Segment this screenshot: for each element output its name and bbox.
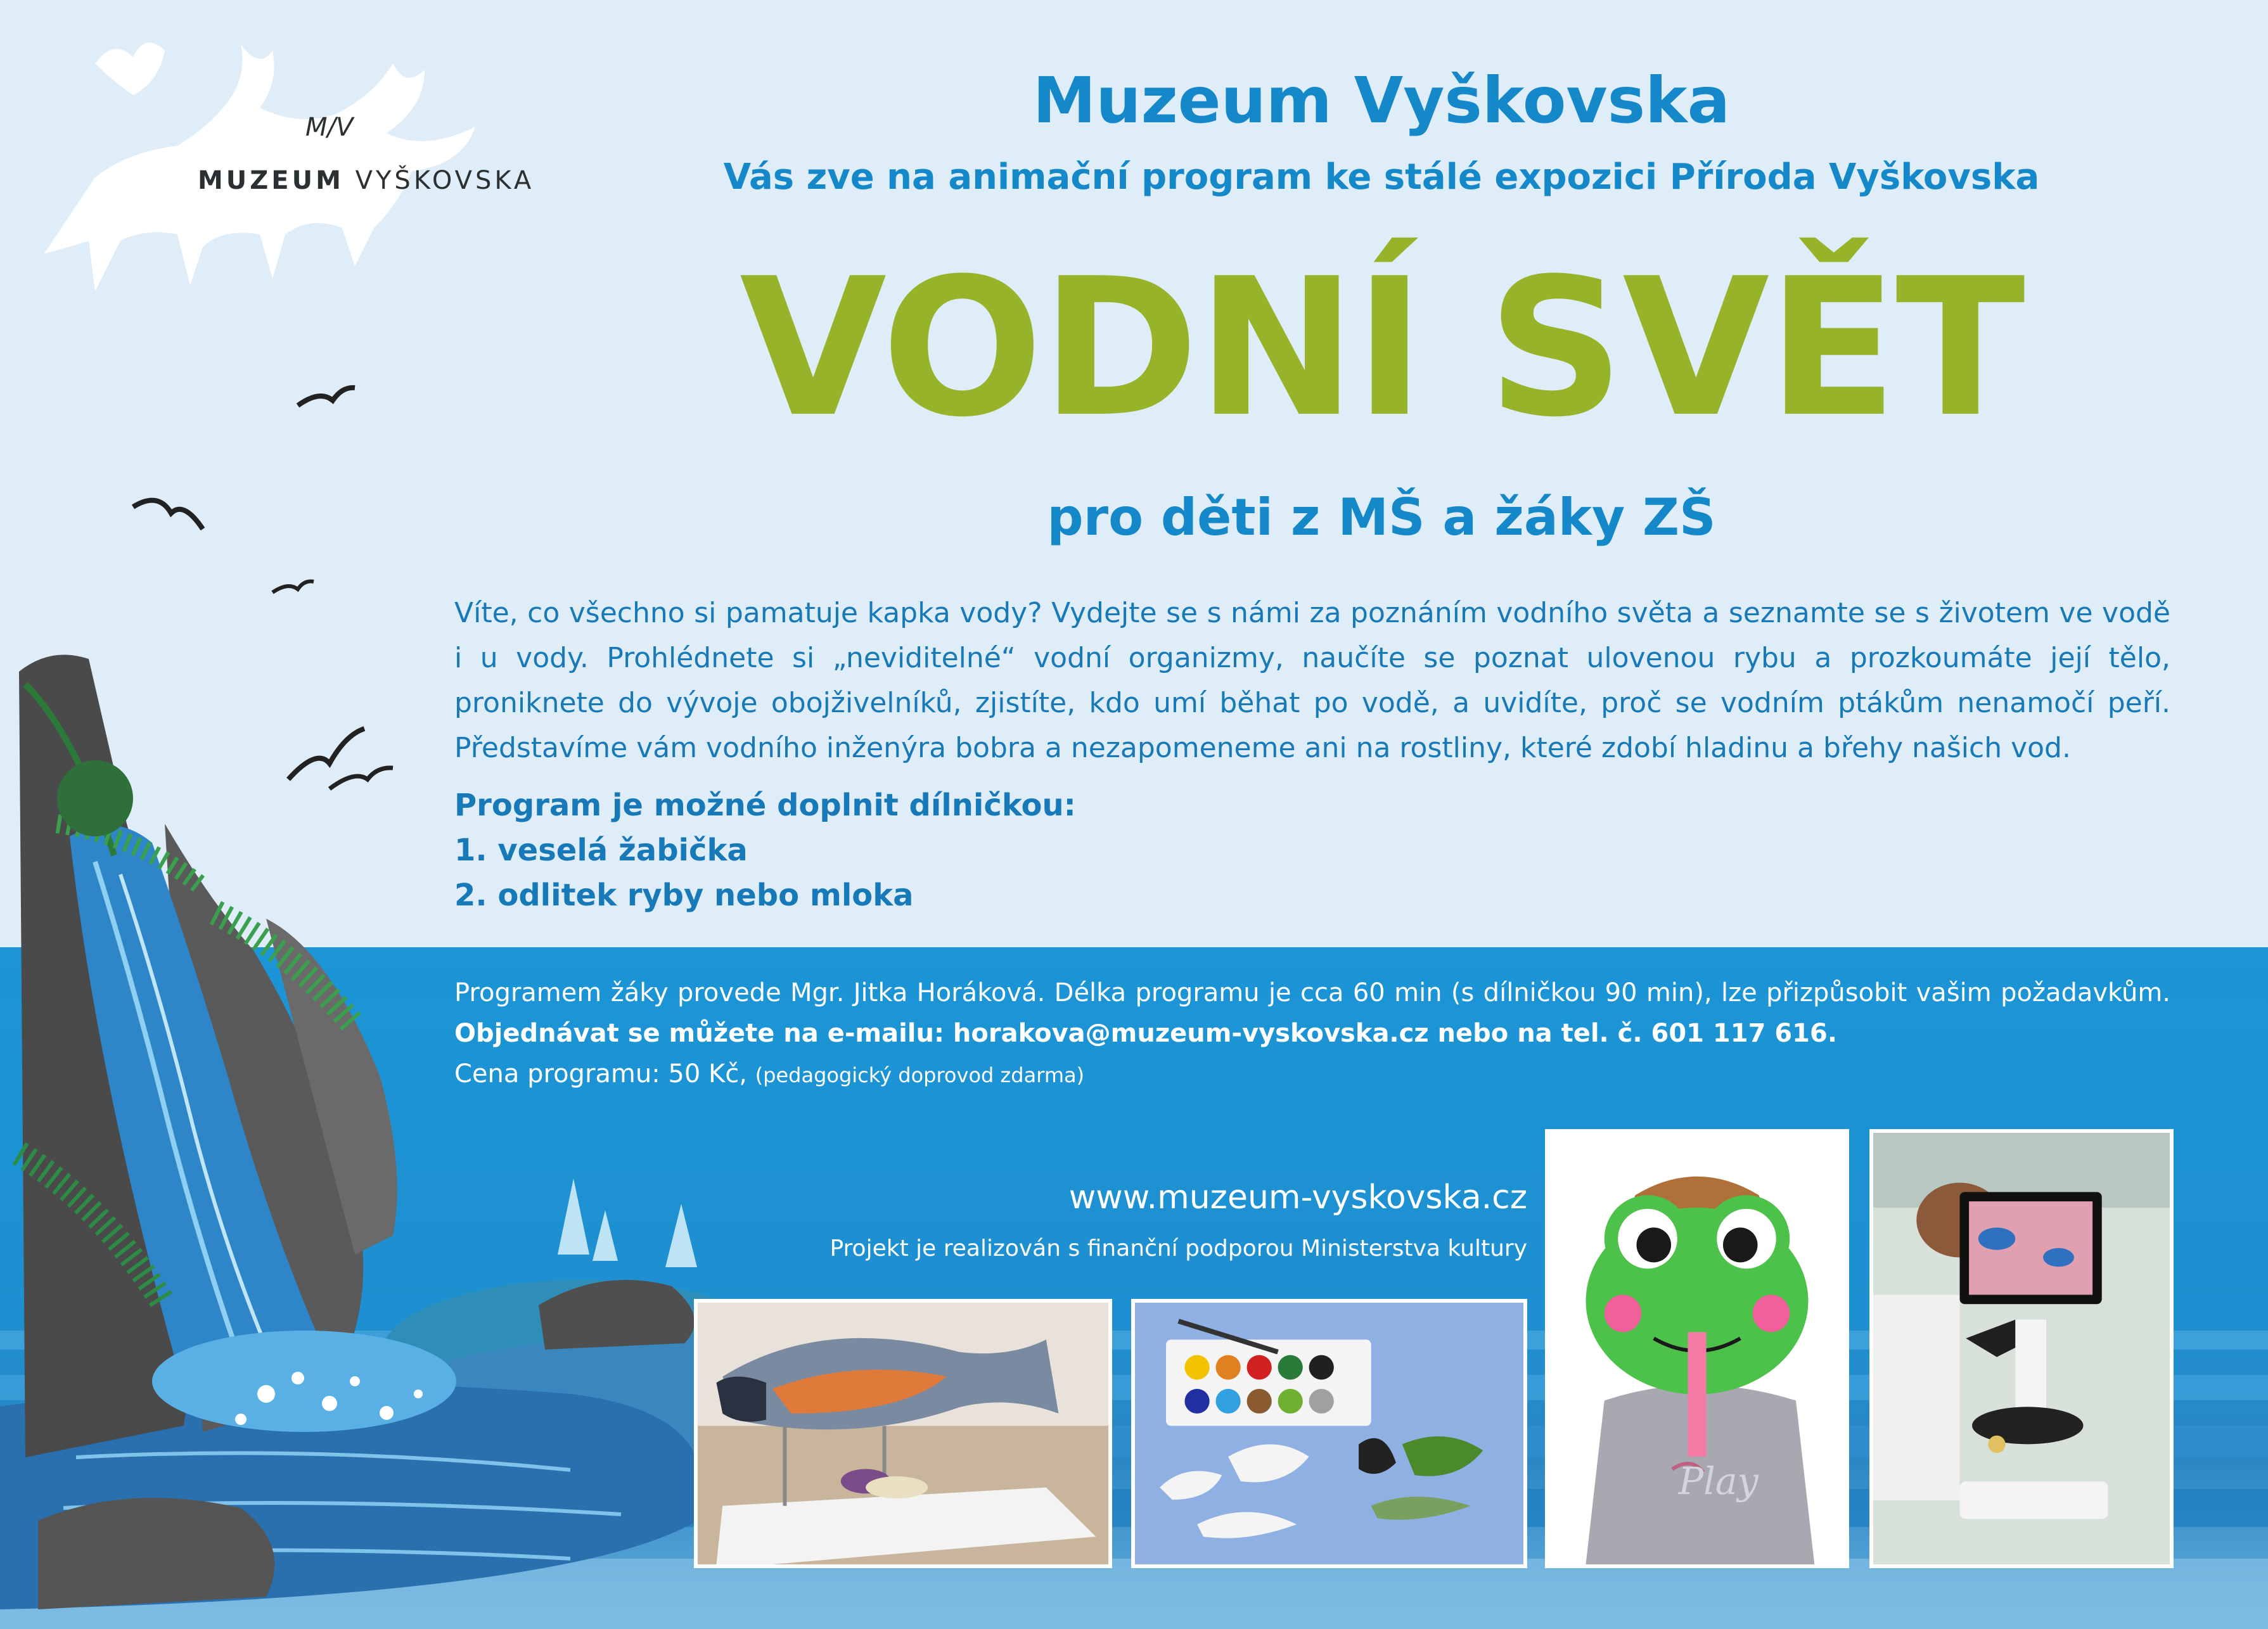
workshop-item: 2. odlitek ryby nebo mloka: [454, 878, 914, 913]
bird-icon: [288, 729, 364, 779]
microscope-with-tablet-icon: [1873, 1133, 2170, 1564]
price-note: (pedagogický doprovod zdarma): [755, 1063, 1085, 1087]
guide-line: Programem žáky provede Mgr. Jitka Horáková. Délka programu je cca 60 min (s dílničkou 90 min), lze přizpůsobit vašim požadavkům.: [454, 978, 2170, 1007]
bird-icon: [298, 388, 355, 406]
pine-tree-icon: [558, 1179, 589, 1255]
logo-monogram: M/V: [305, 113, 354, 142]
photo-workshop-casts: [1131, 1299, 1527, 1568]
price-line: [454, 1054, 2170, 1096]
fish-anatomy-model-icon: [698, 1303, 1108, 1564]
bird-icon: [133, 501, 203, 529]
shirt-text: Play: [1678, 1459, 1759, 1504]
sponsor-note: Projekt je realizován s finanční podporou Ministerstva kultury: [830, 1236, 1527, 1262]
info-block: [454, 973, 2170, 1096]
order-line: Objednávat se můžete na e-mailu: horakova@muzeum-vyskovska.cz nebo na tel. č. 601 117 616.: [454, 1019, 1838, 1048]
deer-herd-icon: [19, 25, 520, 291]
pine-tree-icon: [593, 1210, 618, 1261]
watercolor-and-animal-casts-icon: [1135, 1303, 1523, 1564]
logo-name-light: VYŠKOVSKA: [355, 166, 535, 195]
logo-wordmark: [198, 166, 534, 195]
program-description: Víte, co všechno si pamatuje kapka vody? Vydejte se s námi za poznáním vodního světa a seznamte se s životem ve vodě i u vody. Prohlédnete si „neviditelné“ vodní organizmy, naučíte se poznat ulovenou rybu a prozkoumáte její tělo, proniknete do vývoje obojživelníků, zjistíte, kdo umí běhat po vodě, a uvidíte, proč se vodním ptákům nenamočí peří. Představíme vám vodního inženýra bobra a nezapomeneme ani na rostliny, které zdobí hladinu a břehy našich vod.: [454, 597, 2170, 764]
photo-fish-model: [694, 1299, 1112, 1568]
child-with-frog-mask-icon: [1549, 1133, 1845, 1564]
price-text: Cena programu: 50 Kč,: [454, 1059, 747, 1089]
bird-icon: [272, 582, 314, 593]
museum-logo: [19, 25, 535, 291]
invite-line: Vás zve na animační program ke stálé expozici Příroda Vyškovska: [723, 157, 2040, 198]
photo-frog-mask: [1545, 1129, 1849, 1568]
org-title: Muzeum Vyškovska: [1032, 63, 1731, 137]
photo-microscope: [1869, 1129, 2174, 1568]
audience-line: pro děti z MŠ a žáky ZŠ: [1047, 488, 1716, 547]
workshop-heading: Program je možné doplnit dílničkou:: [454, 788, 1076, 823]
main-title: VODNÍ SVĚT: [740, 238, 2023, 459]
website-link[interactable]: www.muzeum-vyskovska.cz: [1068, 1179, 1527, 1217]
logo-name-bold: MUZEUM: [198, 166, 344, 195]
workshop-block: [454, 783, 1076, 918]
workshop-item: 1. veselá žabička: [454, 833, 748, 868]
pine-tree-icon: [665, 1204, 697, 1267]
bird-icon: [330, 768, 393, 789]
